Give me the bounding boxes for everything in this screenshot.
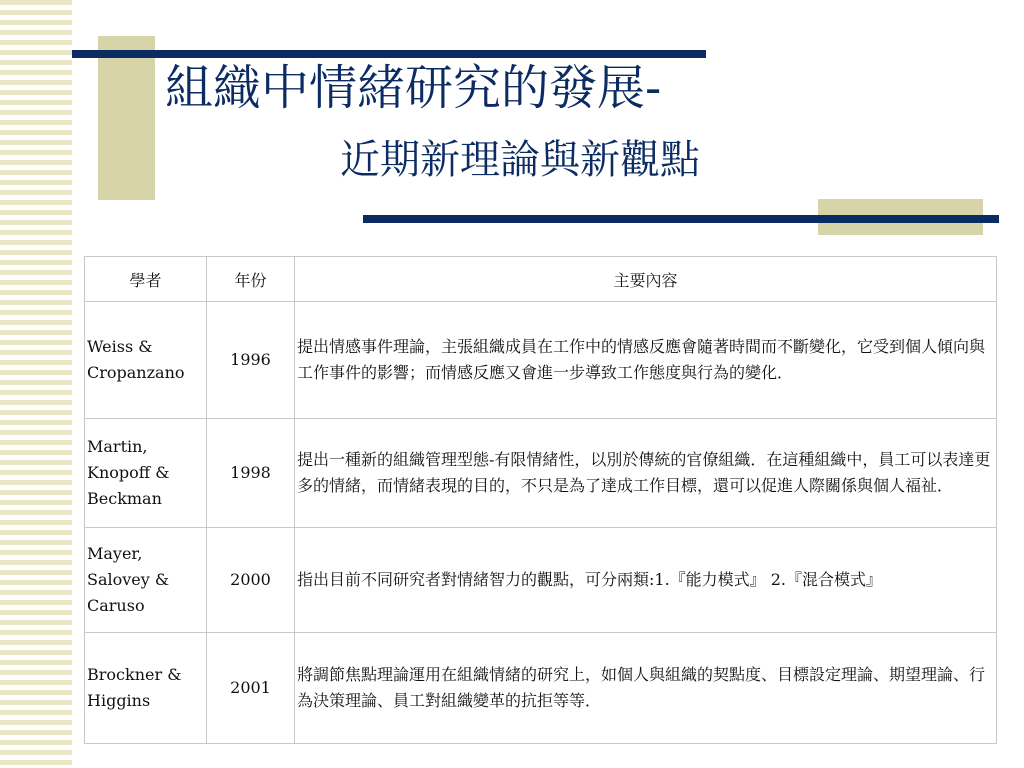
title-rule-bottom (363, 215, 999, 223)
decorative-stripes (0, 0, 72, 768)
table-row (85, 302, 997, 419)
content-cell: 將調節焦點理論運用在組織情緒的研究上，如個人與組織的契點度、目標設定理論、期望理論、行為決策理論、員工對組織變革的抗拒等等． (295, 633, 997, 744)
header-content: 主要內容 (295, 257, 997, 302)
scholar-cell: Martin, Knopoff & Beckman (85, 419, 207, 528)
year-cell: 2000 (207, 528, 295, 633)
scholar-cell: Mayer, Salovey & Caruso (85, 528, 207, 633)
title-rule-top (72, 50, 706, 58)
page-title: 組織中情緒研究的發展- (165, 60, 662, 116)
header-year: 年份 (207, 257, 295, 302)
table-row (85, 419, 997, 528)
year-cell: 1996 (207, 302, 295, 419)
year-cell: 2001 (207, 633, 295, 744)
content-cell: 提出一種新的組織管理型態-有限情緒性，以別於傳統的官僚組織．在這種組織中，員工可以表達更多的情緒，而情緒表現的目的，不只是為了達成工作目標，還可以促進人際關係與個人福祉． (295, 419, 997, 528)
year-cell: 1998 (207, 419, 295, 528)
table-row (85, 528, 997, 633)
page-subtitle: 近期新理論與新觀點 (340, 137, 700, 183)
table-header-row (85, 257, 997, 302)
table-row (85, 633, 997, 744)
research-table (84, 256, 997, 744)
scholar-cell: Weiss & Cropanzano (85, 302, 207, 419)
decorative-block-left (98, 36, 155, 200)
content-cell: 提出情感事件理論，主張組織成員在工作中的情感反應會隨著時間而不斷變化，它受到個人傾向與工作事件的影響；而情感反應又會進一步導致工作態度與行為的變化． (295, 302, 997, 419)
scholar-cell: Brockner & Higgins (85, 633, 207, 744)
content-cell: 指出目前不同研究者對情緒智力的觀點，可分兩類:1.『能力模式』 2.『混合模式』 (295, 528, 997, 633)
header-scholar: 學者 (85, 257, 207, 302)
